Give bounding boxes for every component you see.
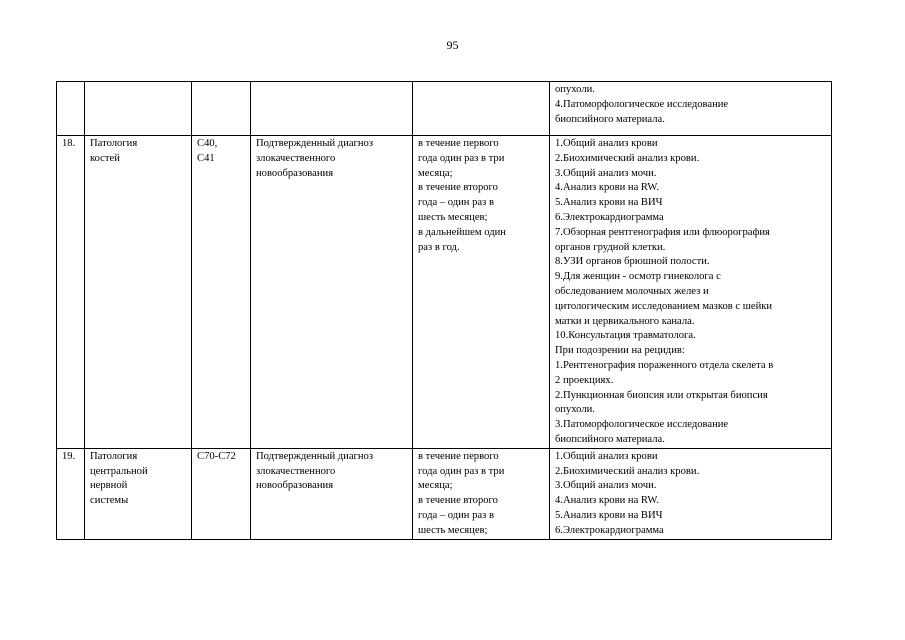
- cell-line: в течение первого: [418, 138, 499, 149]
- cell-line: в дальнейшем один: [418, 226, 506, 238]
- cell-line: 10.Консультация травматолога.: [555, 330, 696, 342]
- cell-line: С41: [197, 152, 215, 164]
- cell-line: месяца;: [418, 167, 453, 179]
- cell-line: в течение второго: [418, 182, 498, 194]
- cell-frequency: [413, 82, 550, 136]
- cell-line: года – один раз в: [418, 509, 494, 521]
- cell-line: матки и цервикального канала.: [555, 315, 695, 327]
- cell-line: злокачественного: [256, 152, 336, 164]
- cell-line: 2.Биохимический анализ крови.: [555, 465, 700, 477]
- cell-line: цитологическим исследованием мазков с шейки: [555, 300, 773, 312]
- table-body: [57, 82, 832, 540]
- cell-icd-codes: [192, 448, 251, 539]
- cell-line: При подозрении на рецидив:: [555, 345, 685, 357]
- examination-table: [56, 81, 832, 540]
- cell-line: злокачественного: [256, 465, 336, 477]
- cell-line: центральной: [90, 465, 148, 477]
- cell-line: нервной: [90, 480, 128, 492]
- cell-examinations: [550, 82, 832, 136]
- cell-pathology: [85, 136, 192, 449]
- cell-line: 3.Общий анализ мочи.: [555, 480, 657, 492]
- cell-line: костей: [90, 152, 120, 164]
- cell-line: Патология: [90, 138, 138, 149]
- cell-line: раз в год.: [418, 241, 460, 253]
- table-row: [57, 448, 832, 539]
- cell-line: года – один раз в: [418, 197, 494, 209]
- cell-line: новообразования: [256, 480, 334, 492]
- cell-line: 6.Электрокардиограмма: [555, 211, 664, 223]
- cell-line: 2.Пункционная биопсия или открытая биопсия: [555, 389, 768, 401]
- table-row: [57, 136, 832, 449]
- cell-line: 4.Анализ крови на RW.: [555, 182, 660, 194]
- cell-line: года один раз в три: [418, 152, 505, 164]
- cell-number: [57, 82, 85, 136]
- cell-number: 18.: [57, 136, 85, 449]
- cell-line: в течение второго: [418, 495, 498, 507]
- cell-pathology: [85, 448, 192, 539]
- cell-line: 2 проекциях.: [555, 374, 614, 386]
- cell-examinations: [550, 136, 832, 449]
- cell-line: 5.Анализ крови на ВИЧ: [555, 509, 663, 521]
- cell-line: 4.Анализ крови на RW.: [555, 495, 660, 507]
- cell-diagnosis: [251, 448, 413, 539]
- cell-line: 2.Биохимический анализ крови.: [555, 152, 700, 164]
- cell-icd-codes: [192, 82, 251, 136]
- cell-examinations: [550, 448, 832, 539]
- cell-diagnosis: [251, 136, 413, 449]
- cell-line: месяца;: [418, 480, 453, 492]
- cell-line: Подтвержденный диагноз: [256, 138, 374, 149]
- cell-icd-codes: [192, 136, 251, 449]
- cell-line: 1.Общий анализ крови: [555, 138, 658, 149]
- cell-line: в течение первого: [418, 450, 499, 462]
- cell-line: С40,: [197, 138, 218, 149]
- cell-frequency: [413, 448, 550, 539]
- cell-line: биопсийного материала.: [555, 433, 665, 445]
- table-row: [57, 82, 832, 136]
- cell-line: Подтвержденный диагноз: [256, 450, 374, 462]
- cell-line: шесть месяцев;: [418, 211, 488, 223]
- cell-line: системы: [90, 495, 129, 507]
- cell-number: 19.: [57, 448, 85, 539]
- cell-line: обследованием молочных желез и: [555, 285, 709, 297]
- cell-frequency: [413, 136, 550, 449]
- cell-line: 9.Для женщин - осмотр гинеколога с: [555, 271, 721, 283]
- cell-line: новообразования: [256, 167, 334, 179]
- cell-line: 6.Электрокардиограмма: [555, 524, 664, 536]
- cell-line: 5.Анализ крови на ВИЧ: [555, 197, 663, 209]
- cell-line: 7.Обзорная рентгенография или флюорография: [555, 226, 770, 238]
- cell-line: 1.Общий анализ крови: [555, 450, 658, 462]
- cell-line: биопсийного материала.: [555, 113, 665, 125]
- cell-line: С70-С72: [197, 450, 236, 462]
- cell-line: 3.Патоморфологическое исследование: [555, 419, 729, 431]
- cell-line: 4.Патоморфологическое исследование: [555, 98, 729, 110]
- cell-pathology: [85, 82, 192, 136]
- cell-line: 3.Общий анализ мочи.: [555, 167, 657, 179]
- cell-line: 1.Рентгенография пораженного отдела скелета в: [555, 359, 774, 371]
- cell-line: 8.УЗИ органов брюшной полости.: [555, 256, 710, 268]
- cell-line: органов грудной клетки.: [555, 241, 666, 253]
- cell-line: опухоли.: [555, 84, 595, 95]
- cell-line: Патология: [90, 450, 138, 462]
- cell-line: года один раз в три: [418, 465, 505, 477]
- cell-diagnosis: [251, 82, 413, 136]
- cell-line: шесть месяцев;: [418, 524, 488, 536]
- cell-line: опухоли.: [555, 404, 595, 416]
- page-number: 95: [446, 38, 459, 52]
